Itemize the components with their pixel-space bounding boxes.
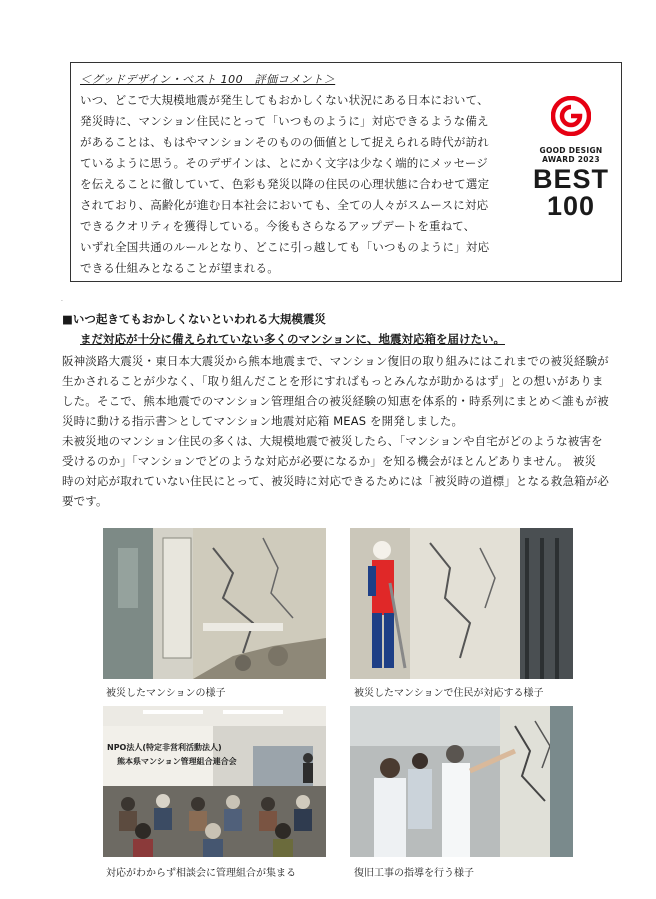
- bullet-dot: .: [61, 296, 63, 303]
- logo-line1: GOOD DESIGN: [539, 146, 603, 155]
- body-line: 未被災地のマンション住民の多くは、大規模地震で被災したら、「マンションや自宅がどのような被害を: [62, 434, 603, 448]
- comment-line: できる仕組みとなることが望まれる。: [80, 261, 279, 275]
- comment-line: いずれ全国共通のルールとなり、どこに引っ越しても「いつものように」対応: [80, 240, 490, 254]
- comment-line: ているように思う。そのデザインは、とにかく文字は少なく端的にメッセージ: [80, 156, 489, 170]
- comment-line: いつ、どこで大規模地震が発生してもおかしくない状況にある日本において、: [80, 93, 489, 107]
- comment-title: ＜グッドデザイン・ベスト 100 評価コメント＞: [80, 73, 336, 86]
- photo-caption: 被災したマンションで住民が対応する様子: [354, 688, 544, 699]
- photo-caption: 被災したマンションの様子: [106, 688, 226, 699]
- photo-repair-guidance: [350, 706, 573, 857]
- comment-line: を伝えることに徹していて、色彩も発災以降の住民の心理状態に合わせて選定: [80, 177, 490, 191]
- body-line: 要です。: [62, 494, 108, 508]
- body-line: 時の対応が取れていない住民にとって、被災時に対応できるためには「被災時の道標」となる救急箱が必: [62, 474, 610, 488]
- g-mark-icon: [551, 96, 591, 136]
- body-line: 災時に動ける指示書＞としてマンション地震対応箱 MEAS を開発しました。: [62, 414, 464, 428]
- photo-resident-response: [350, 528, 573, 679]
- banner-line2: 熊本県マンション管理組合連合会: [117, 757, 237, 766]
- logo-best: BEST: [532, 164, 609, 194]
- comment-line: があることは、もはやマンションそのものの価値として捉えられる時代が訪れ: [80, 135, 489, 149]
- body-line: 受けるのか」「マンションでどのような対応が必要になるか」を知る機会がほとんどありません。 被災: [62, 454, 597, 468]
- comment-line: 発災時に、マンション住民にとって「いつものように」対応できるような備え: [80, 114, 489, 128]
- body-line: 阪神淡路大震災・東日本大震災から熊本地震まで、マンション復旧の取り組みにはこれまでの被災経験が: [62, 354, 609, 368]
- logo-line2: AWARD 2023: [542, 155, 600, 164]
- banner-line1: NPO法人(特定非営利活動法人): [107, 743, 222, 752]
- logo-number: 100: [546, 191, 596, 221]
- photo-caption: 復旧工事の指導を行う様子: [354, 868, 474, 879]
- comment-line: されており、高齢化が進む日本社会においても、全ての人々がスムースに対応: [80, 198, 489, 212]
- section-heading: ■いつ起きてもおかしくないといわれる大規模震災: [62, 312, 326, 326]
- photo-damaged-condo: [103, 528, 326, 679]
- photo-meeting: [103, 706, 326, 857]
- photo-caption: 対応がわからず相談会に管理組合が集まる: [106, 868, 296, 879]
- good-design-logo: [528, 96, 614, 219]
- section-subheading: まだ対応が十分に備えられていない多くのマンションに、地震対応箱を届けたい。: [80, 332, 505, 346]
- body-line: 生かされることが少なく、「取り組んだことを形にすればもっとみんなが助かるはず」との想いがありま: [62, 374, 604, 388]
- comment-line: できるクオリティを獲得している。今後もさらなるアップデートを重ねて、: [80, 219, 476, 233]
- body-line: した。そこで、熊本地震でのマンション管理組合の被災経験の知恵を体系的・時系列にまとめ＜誰もが被: [62, 394, 609, 408]
